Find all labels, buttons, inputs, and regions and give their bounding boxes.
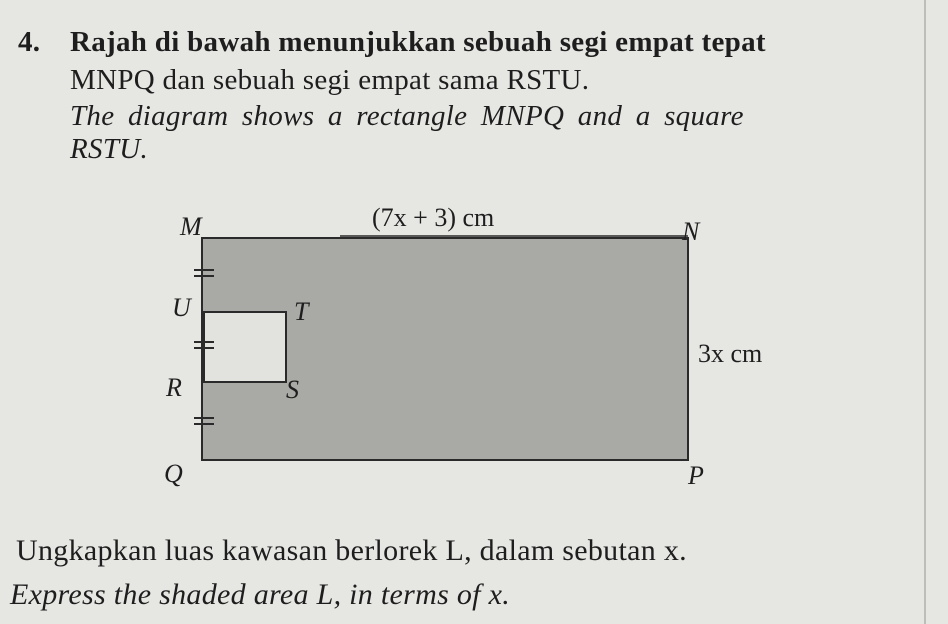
question-number: 4. [18,26,41,58]
label-right-length: 3x cm [698,339,763,368]
question-malay-line2: MNPQ dan sebuah segi empat sama RSTU. [70,64,590,96]
question-english-line2: RSTU. [70,133,149,165]
task-malay: Ungkapkan luas kawasan berlorek L, dalam sebutan x. [16,534,687,567]
question-malay-line1: Rajah di bawah menunjukkan sebuah segi empat tepat [70,26,766,58]
task-english: Express the shaded area L, in terms of x. [10,578,511,611]
label-t: T [294,297,309,326]
label-n: N [682,217,700,246]
question-english-line1: The diagram shows a rectangle MNPQ and a square [70,100,744,132]
label-p: P [688,461,704,490]
label-u: U [172,293,191,322]
label-s: S [286,375,299,404]
square-rstu [204,312,286,382]
label-r: R [166,373,182,402]
label-m: M [180,212,202,241]
label-top-length: (7x + 3) cm [372,203,495,232]
label-q: Q [164,459,183,488]
